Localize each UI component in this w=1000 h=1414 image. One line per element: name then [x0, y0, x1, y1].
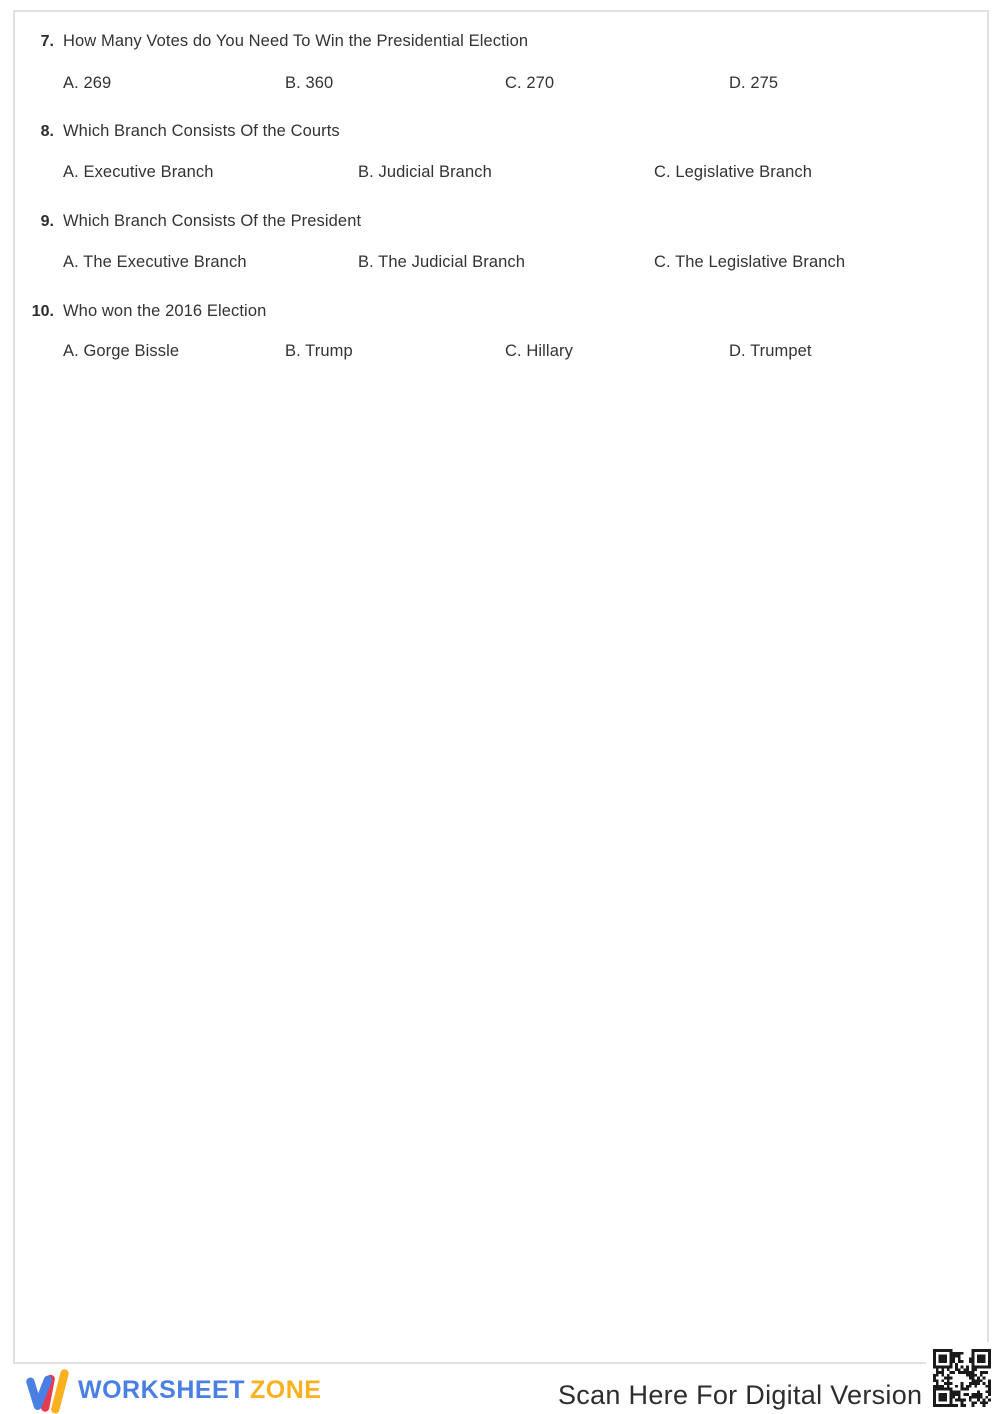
- answer-option: B. Judicial Branch: [358, 163, 492, 181]
- question-number: 7.: [40, 33, 54, 50]
- answer-option: A. Executive Branch: [63, 163, 214, 181]
- answer-option: B. The Judicial Branch: [358, 253, 525, 271]
- answer-option: A. 269: [63, 74, 112, 92]
- answer-option: A. Gorge Bissle: [63, 342, 180, 360]
- brand-name: [78, 1376, 321, 1405]
- answer-option: D. Trumpet: [729, 342, 812, 360]
- question-number: 8.: [40, 123, 54, 140]
- answer-option: B. 360: [285, 74, 334, 92]
- qr-code: [926, 1342, 998, 1414]
- brand-worksheet: WORKSHEET: [78, 1375, 245, 1404]
- answer-option: C. Legislative Branch: [654, 163, 813, 181]
- question: [0, 122, 1000, 141]
- w-slash-logo-icon: [24, 1366, 70, 1414]
- options-row: [63, 74, 778, 93]
- scan-here-text: Scan Here For Digital Version: [558, 1380, 923, 1410]
- question: [0, 212, 1000, 231]
- question-text: Who won the 2016 Election: [63, 302, 267, 320]
- brand-zone: ZONE: [250, 1375, 322, 1404]
- options-row: [63, 342, 812, 361]
- question-number: 9.: [40, 213, 54, 230]
- answer-option: B. Trump: [285, 342, 353, 360]
- answer-option: D. 275: [729, 74, 779, 92]
- answer-option: C. Hillary: [505, 342, 573, 360]
- options-row: [63, 163, 812, 182]
- question: [0, 302, 1000, 321]
- question-text: Which Branch Consists Of the President: [63, 212, 362, 230]
- answer-option: A. The Executive Branch: [63, 253, 247, 271]
- question-number: 10.: [31, 303, 54, 320]
- question-text: Which Branch Consists Of the Courts: [63, 122, 340, 140]
- options-row: [63, 253, 845, 272]
- worksheetzone-logo: [24, 1366, 321, 1414]
- question: [0, 32, 1000, 51]
- answer-option: C. The Legislative Branch: [654, 253, 846, 271]
- question-text: How Many Votes do You Need To Win the Presidential Election: [63, 32, 529, 50]
- answer-option: C. 270: [505, 74, 555, 92]
